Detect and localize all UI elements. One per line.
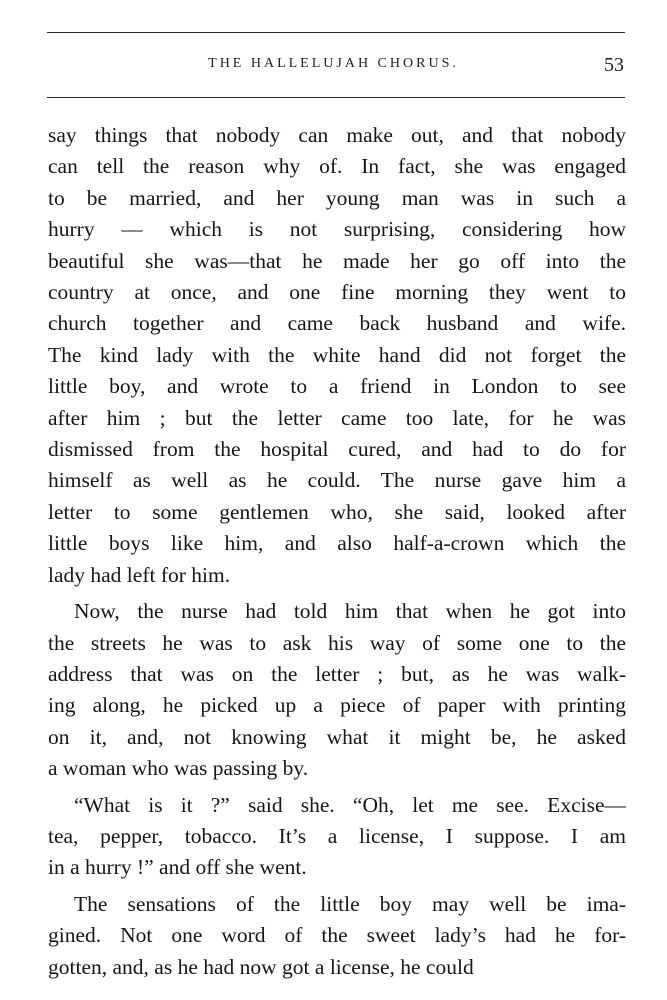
text-line: to be married, and her young man was in such a	[48, 185, 626, 210]
text-line: ing along, he picked up a piece of paper with printing	[48, 693, 626, 718]
text-line: dismissed from the hospital cured, and had to do for	[48, 437, 626, 462]
paragraph	[48, 120, 626, 591]
header-bottom-rule	[47, 97, 625, 98]
text-line: after him ; but the letter came too late, for he was	[48, 405, 626, 430]
text-line: “What is it ?” said she. “Oh, let me see. Excise—	[74, 792, 626, 817]
page-number: 53	[604, 54, 624, 76]
text-line: in a hurry !” and off she went.	[48, 855, 307, 880]
text-line: country at once, and one fine morning they went to	[48, 280, 626, 305]
text-line: say things that nobody can make out, and that nobody	[48, 123, 626, 147]
text-line: church together and came back husband and wife.	[48, 311, 626, 336]
text-line: can tell the reason why of. In fact, she was engaged	[48, 154, 626, 179]
text-line: Now, the nurse had told him that when he got into	[74, 599, 626, 624]
text-line: gined. Not one word of the sweet lady’s had he for-	[48, 923, 626, 948]
text-line: lady had left for him.	[48, 562, 231, 587]
running-title: THE HALLELUJAH CHORUS.	[208, 56, 459, 71]
body-text	[48, 120, 626, 988]
text-line: on it, and, not knowing what it might be, he asked	[48, 724, 626, 749]
text-line: a woman who was passing by.	[48, 756, 309, 781]
text-line: himself as well as he could. The nurse gave him a	[48, 468, 626, 493]
text-line: hurry — which is not surprising, considering how	[48, 217, 626, 242]
text-line: gotten, and, as he had now got a license, he could	[48, 954, 474, 979]
paragraph	[48, 596, 626, 784]
text-line: letter to some gentlemen who, she said, looked after	[48, 499, 626, 524]
text-line: tea, pepper, tobacco. It’s a license, I suppose. I am	[48, 823, 626, 848]
text-line: beautiful she was—that he made her go off into the	[48, 248, 626, 273]
paragraph	[48, 790, 626, 884]
header-top-rule	[47, 32, 625, 33]
text-line: little boys like him, and also half-a-crown which the	[48, 531, 626, 556]
text-line: little boy, and wrote to a friend in London to see	[48, 374, 626, 399]
paragraph	[48, 889, 626, 983]
text-line: The sensations of the little boy may well be ima-	[74, 891, 626, 916]
text-line: address that was on the letter ; but, as he was walk-	[48, 661, 626, 686]
text-line: the streets he was to ask his way of some one to the	[48, 630, 626, 655]
text-line: The kind lady with the white hand did not forget the	[48, 342, 626, 367]
